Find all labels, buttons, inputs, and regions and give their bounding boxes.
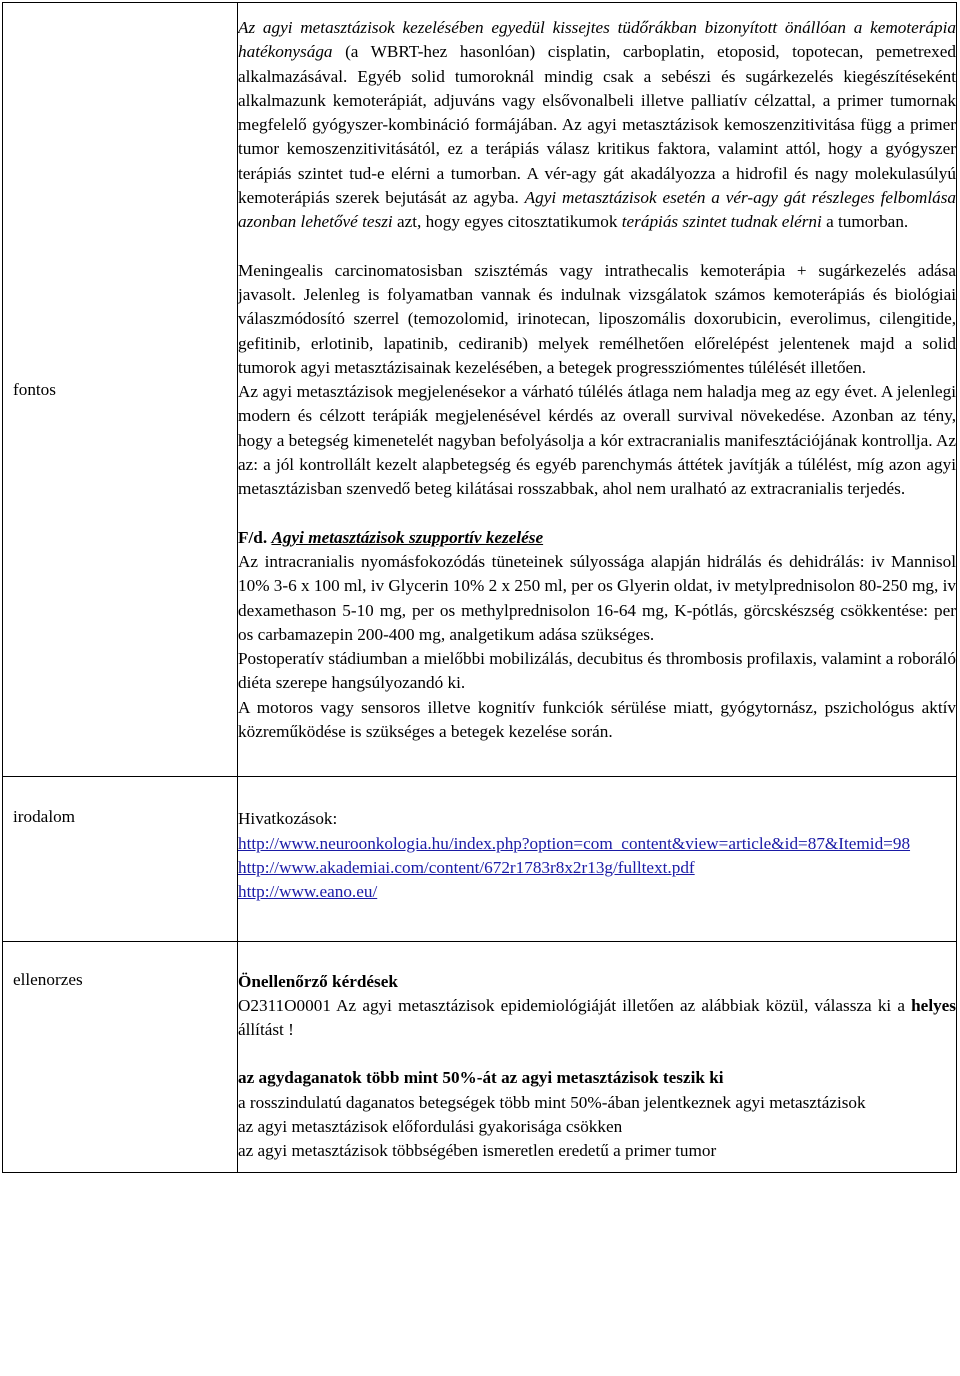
references-title: Hivatkozások:: [238, 809, 338, 829]
quiz-title: Önellenőrző kérdések: [238, 971, 398, 991]
dehydration-paragraph: Az intracranialis nyomásfokozódás tüneteinek súlyossága alapján hidrálás és dehidrálás: iv Mannisol 10% 3-6 x 100 ml, iv Glycerin 10% 2 x 250 ml, per os Glyerin oldat, iv metylprednisolon 80-250 mg, iv dexamethason 5-10 mg, per os methylprednisolon 16-64 mg, K-pótlás, görcskészség csökkentése: per os carbamazepin 200-400 mg, analgetikum adása szükséges.: [238, 551, 956, 644]
text-span: (a WBRT-hez hasonlóan) cisplatin, carboplatin, etoposid, topotecan, pemetrexed alkalmazásával. Egyéb solid tumoroknál mindig csak a sebészi és sugárkezelés kiegészítéseként alkalmazunk kemoterápiát, adjuváns vagy elsővonalbeli illetve palliatív célzattal, a primer tumornak megfelelő gyógyszer-kombináció formájában. Az agyi metasztázisok kemoszenzitivitása függ a primer tumor kemoszenzitivitásától, ez a terápiás válasz kritikus faktora, valamint attól, hogy a gyógyszer terápiás szintet tud-e elérni a tumorban. A vér-agy gát akadályozza a hidrofil és nagy molekulasúlyú kemoterápiás szerek bejutását az agyba.: [238, 42, 956, 208]
row-irodalom: [3, 777, 957, 941]
reference-link[interactable]: [238, 832, 956, 856]
question-text: O2311O0001 Az agyi metasztázisok epidemiológiáját illetően az alábbiak közül, válassza ki a: [238, 995, 912, 1015]
section-heading: [238, 526, 956, 550]
row-content-cell: [238, 941, 957, 1172]
reference-link[interactable]: [238, 880, 956, 904]
chemotherapy-paragraph: [238, 16, 956, 235]
answer-option: a rosszindulatú daganatos betegségek több mint 50%-ában jelentkeznek agyi metasztázisok: [238, 1092, 866, 1112]
row-label-cell: [3, 777, 238, 941]
row-label-cell: [3, 3, 238, 777]
row-content-cell: [238, 3, 957, 777]
reference-link-text[interactable]: http://www.neuroonkologia.hu/index.php?option=com_content&view=article&id=87&Itemid=98: [238, 833, 911, 853]
italic-span: Az agyi metasztázisok kezelésében egyedül kissejtes tüdőrákban bizonyított önállóan a kemoterápia hatékonysága: [238, 18, 956, 62]
row-fontos: [3, 3, 957, 777]
italic-span: terápiás szintet tudnak elérni: [621, 212, 822, 232]
quiz-question: [238, 994, 956, 1043]
answer-option: az agyi metasztázisok többségében ismeretlen eredetű a primer tumor: [238, 1141, 717, 1161]
survival-paragraph: Az agyi metasztázisok megjelenésekor a várható túlélés átlaga nem haladja meg az egy évet. A jelenlegi modern és célzott terápiák megjelenésével kérdés az overall survival növekedése. Azonban az tény, hogy a betegség kimenetelét nagyban befolyásolja a kór extracranialis manifesztációjának kontrollja. Az az: a jól kontrollált kezelt alapbetegség és egyéb parenchymás áttétek javítják a túlélést, míg azon agyi metasztázisban szenvedő beteg kilátásai rosszabbak, ahol nem uralható az extracranialis terjedés.: [238, 382, 956, 499]
text-span: azt, hogy egyes citosztatikumok: [392, 212, 622, 232]
document-table: [2, 2, 957, 1173]
reference-link[interactable]: [238, 856, 956, 880]
row-label: fontos: [13, 379, 56, 399]
row-label: irodalom: [13, 807, 76, 827]
meningeal-paragraph: Meningealis carcinomatosisban szisztémás vagy intrathecalis kemoterápia + sugárkezelés adása javasolt. Jelenleg is folyamatban vannak és indulnak vizsgálatok számos kemoterápiás és biológiai válaszmódosító szerrel (temozolomid, irinotecan, liposzomális doxorubicin, everolimus, cilengitide, gefitinib, erlotinib, lapatinib, cediranib) melyek remélhetően előrelépést jelentenek majd a solid tumorok agyi metasztázisainak kezelésében, a betegek progressziómentes túlélését illetően.: [238, 260, 956, 377]
row-label: ellenorzes: [13, 969, 83, 989]
row-label-cell: [3, 941, 238, 1172]
spacer: [238, 1042, 956, 1066]
heading-title: Agyi metasztázisok szupportív kezelése: [271, 527, 544, 547]
question-emphasis: helyes: [911, 995, 956, 1015]
text-span: a tumorban.: [821, 212, 909, 232]
answer-option: az agyi metasztázisok előfordulási gyakorisága csökken: [238, 1116, 623, 1136]
question-text: állítást !: [238, 1020, 294, 1040]
heading-prefix: F/d.: [238, 527, 272, 547]
reference-link-text[interactable]: http://www.akademiai.com/content/672r1783r8x2r13g/fulltext.pdf: [238, 857, 695, 877]
answer-option-correct: az agydaganatok több mint 50%-át az agyi metasztázisok teszik ki: [238, 1068, 724, 1088]
postoperative-paragraph: Postoperatív stádiumban a mielőbbi mobilizálás, decubitus és thrombosis profilaxis, valamint a roboráló diéta szerepe hangsúlyozandó ki.: [238, 649, 956, 693]
spacer: [238, 502, 956, 526]
row-ellenorzes: [3, 941, 957, 1172]
row-content-cell: [238, 777, 957, 941]
reference-link-text[interactable]: http://www.eano.eu/: [238, 882, 378, 902]
italic-span: Agyi metasztázisok esetén a vér-agy gát részleges felbomlása azonban lehetővé teszi: [238, 188, 956, 232]
rehabilitation-paragraph: A motoros vagy sensoros illetve kognitív funkciók sérülése miatt, gyógytornász, pszichológus aktív közreműködése is szükséges a betegek kezelése során.: [238, 697, 956, 742]
spacer: [238, 235, 956, 259]
